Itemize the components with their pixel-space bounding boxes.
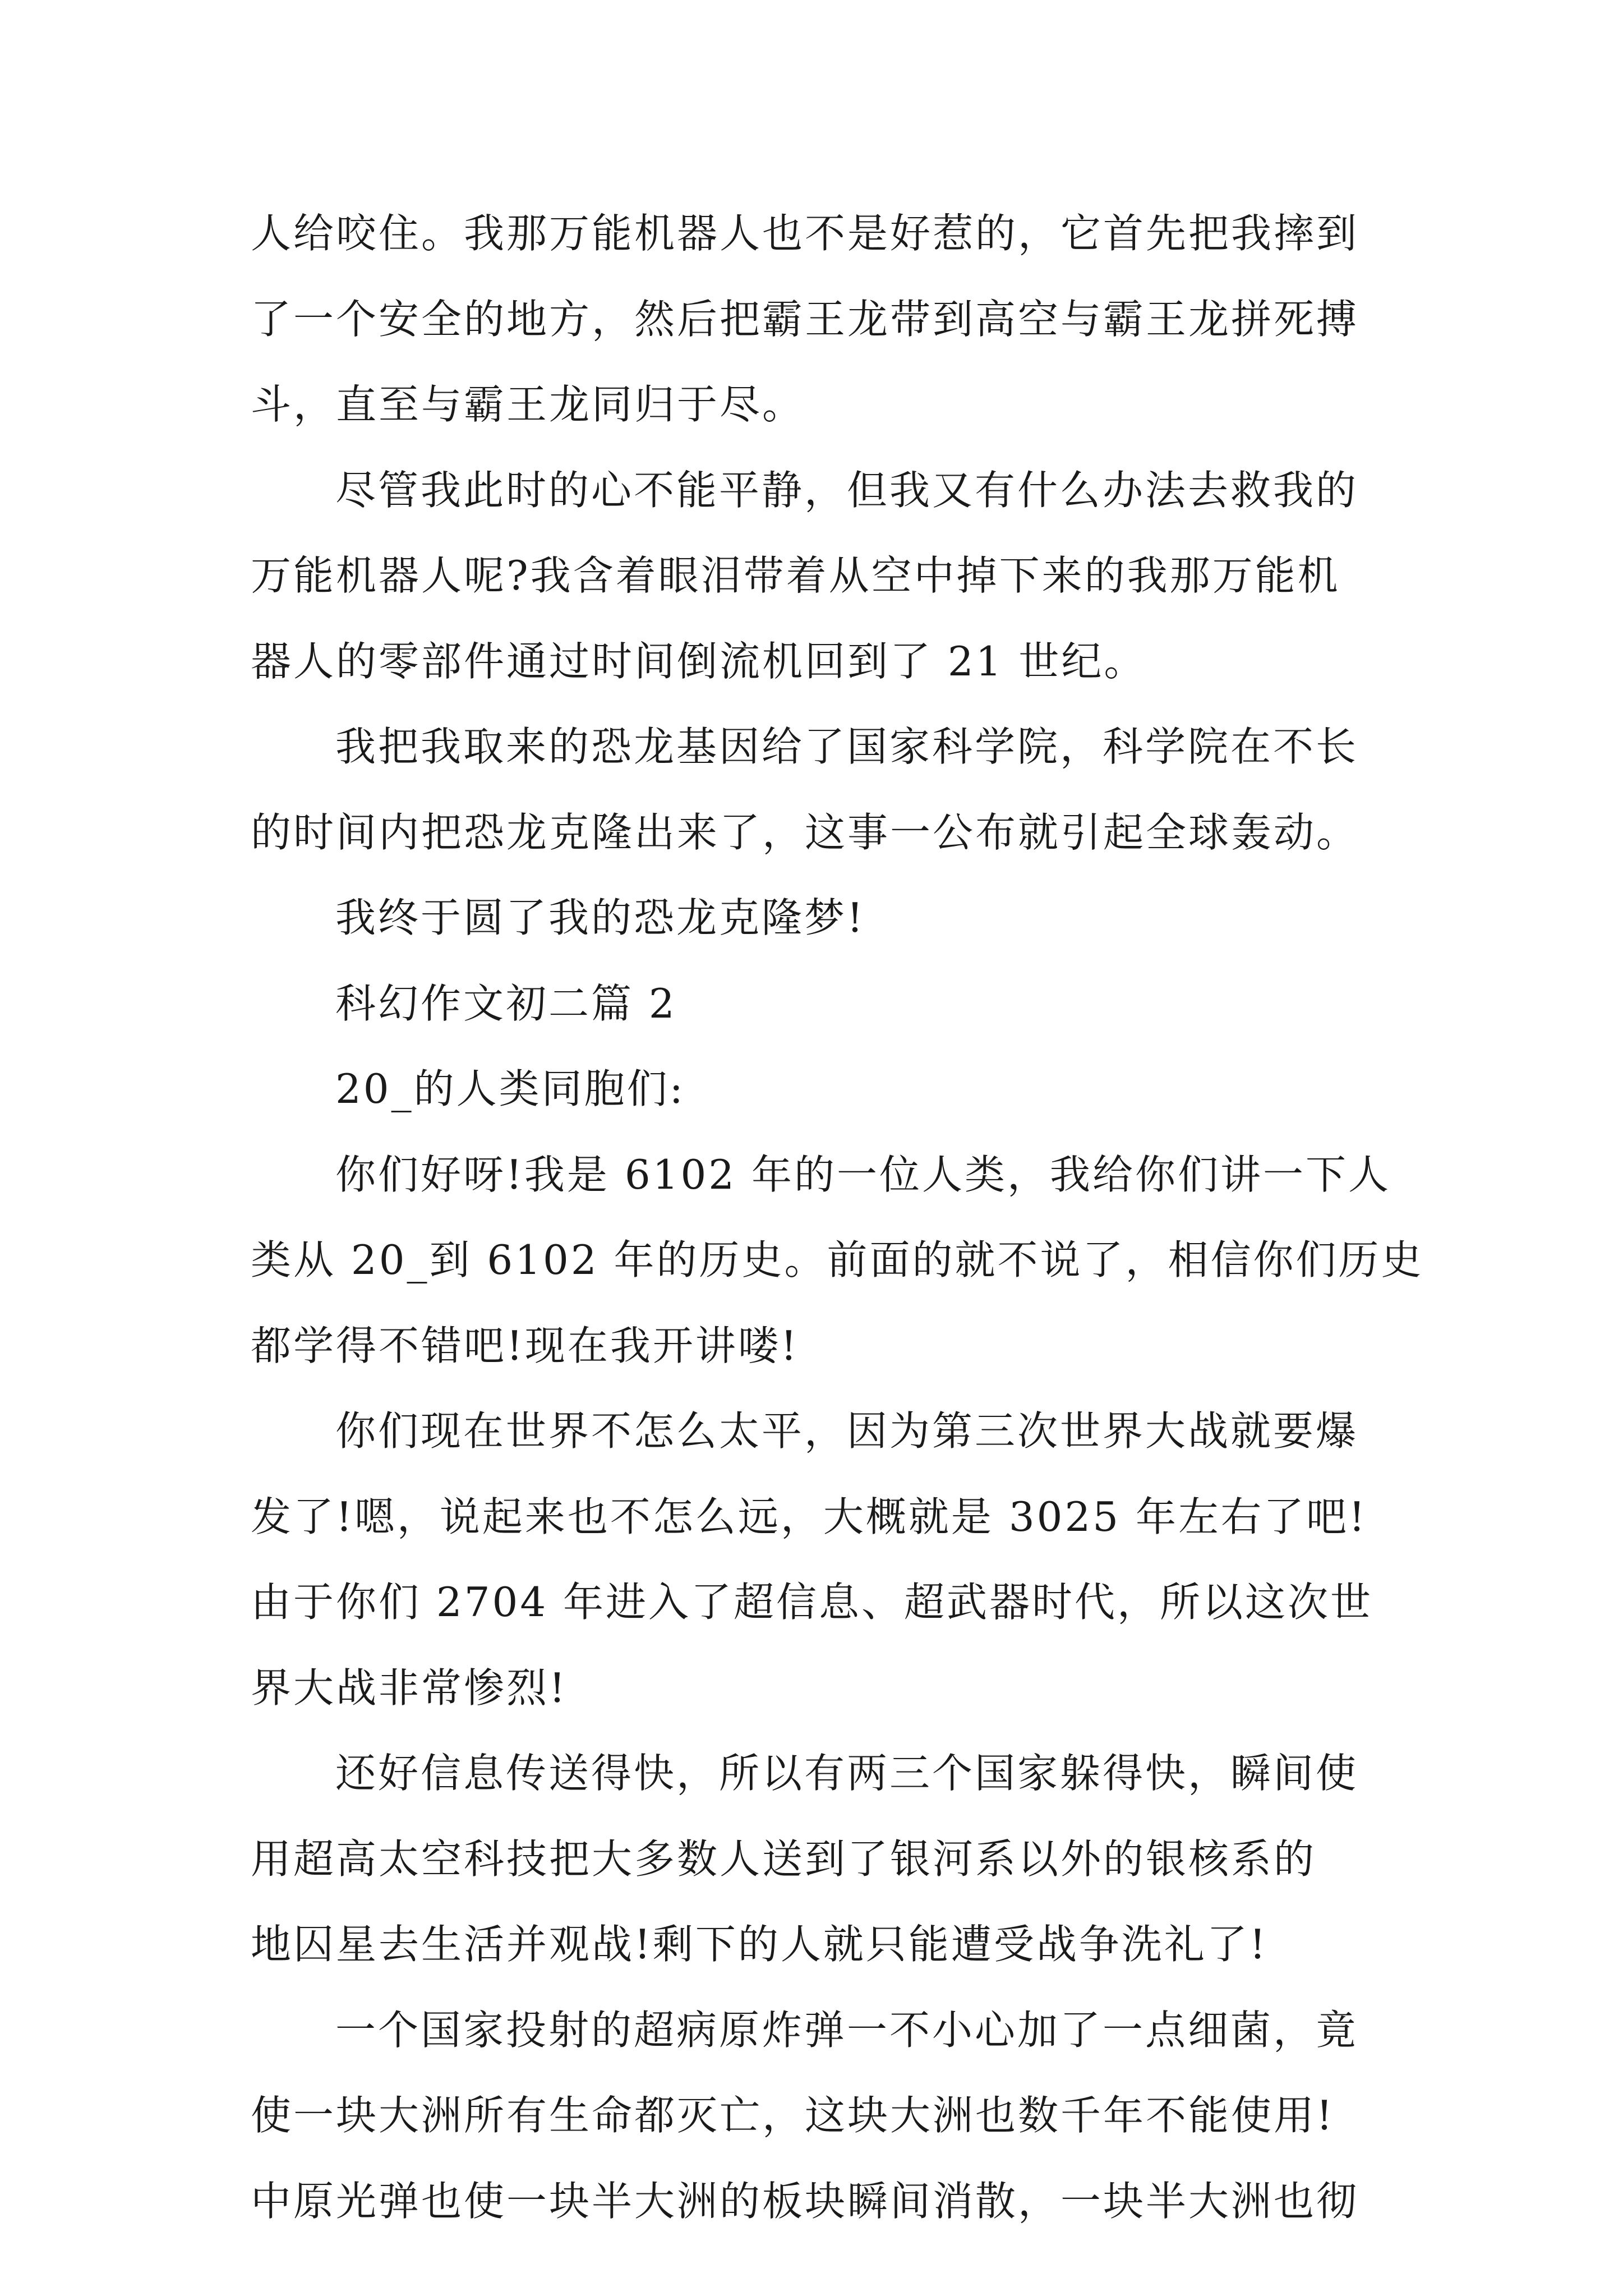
text-line: 的时间内把恐龙克隆出来了，这事一公布就引起全球轰动。 — [251, 809, 1359, 856]
paragraph-first-line: 还好信息传送得快，所以有两三个国家躲得快，瞬间使 — [335, 1750, 1359, 1797]
text-line: 界大战非常惨烈! — [251, 1664, 568, 1711]
text-line: 类从 20_到 6102 年的历史。前面的就不说了，相信你们历史 — [251, 1236, 1424, 1283]
text-line: 人给咬住。我那万能机器人也不是好惹的，它首先把我摔到 — [251, 210, 1359, 257]
text-line: 使一块大洲所有生命都灭亡，这块大洲也数千年不能使用! — [251, 2092, 1335, 2139]
paragraph-first-line: 我终于圆了我的恐龙克隆梦! — [335, 894, 865, 941]
text-line: 发了!嗯，说起来也不怎么远，大概就是 3025 年左右了吧! — [251, 1493, 1367, 1540]
paragraph-first-line: 我把我取来的恐龙基因给了国家科学院，科学院在不长 — [335, 723, 1359, 770]
text-line: 器人的零部件通过时间倒流机回到了 21 世纪。 — [251, 638, 1147, 685]
section-title: 科幻作文初二篇 2 — [335, 980, 677, 1027]
text-line: 由于你们 2704 年进入了超信息、超武器时代，所以这次世 — [251, 1579, 1373, 1626]
text-line: 用超高太空科技把大多数人送到了银河系以外的银核系的 — [251, 1835, 1317, 1883]
paragraph-first-line: 尽管我此时的心不能平静，但我又有什么办法去救我的 — [335, 467, 1359, 514]
text-line: 都学得不错吧!现在我开讲喽! — [251, 1322, 799, 1369]
text-line: 中原光弹也使一块半大洲的板块瞬间消散，一块半大洲也彻 — [251, 2178, 1359, 2225]
paragraph-first-line: 你们好呀!我是 6102 年的一位人类，我给你们讲一下人 — [335, 1151, 1391, 1198]
text-line: 斗，直至与霸王龙同归于尽。 — [251, 381, 805, 428]
text-line: 万能机器人呢?我含着眼泪带着从空中掉下来的我那万能机 — [251, 552, 1340, 599]
paragraph-first-line: 一个国家投射的超病原炸弹一不小心加了一点细菌，竟 — [335, 2007, 1359, 2054]
greeting-line: 20_的人类同胞们: — [335, 1065, 685, 1112]
text-line: 地囚星去生活并观战!剩下的人就只能遭受战争洗礼了! — [251, 1921, 1268, 1968]
paragraph-first-line: 你们现在世界不怎么太平，因为第三次世界大战就要爆 — [335, 1407, 1359, 1455]
text-line: 了一个安全的地方，然后把霸王龙带到高空与霸王龙拼死搏 — [251, 296, 1359, 343]
